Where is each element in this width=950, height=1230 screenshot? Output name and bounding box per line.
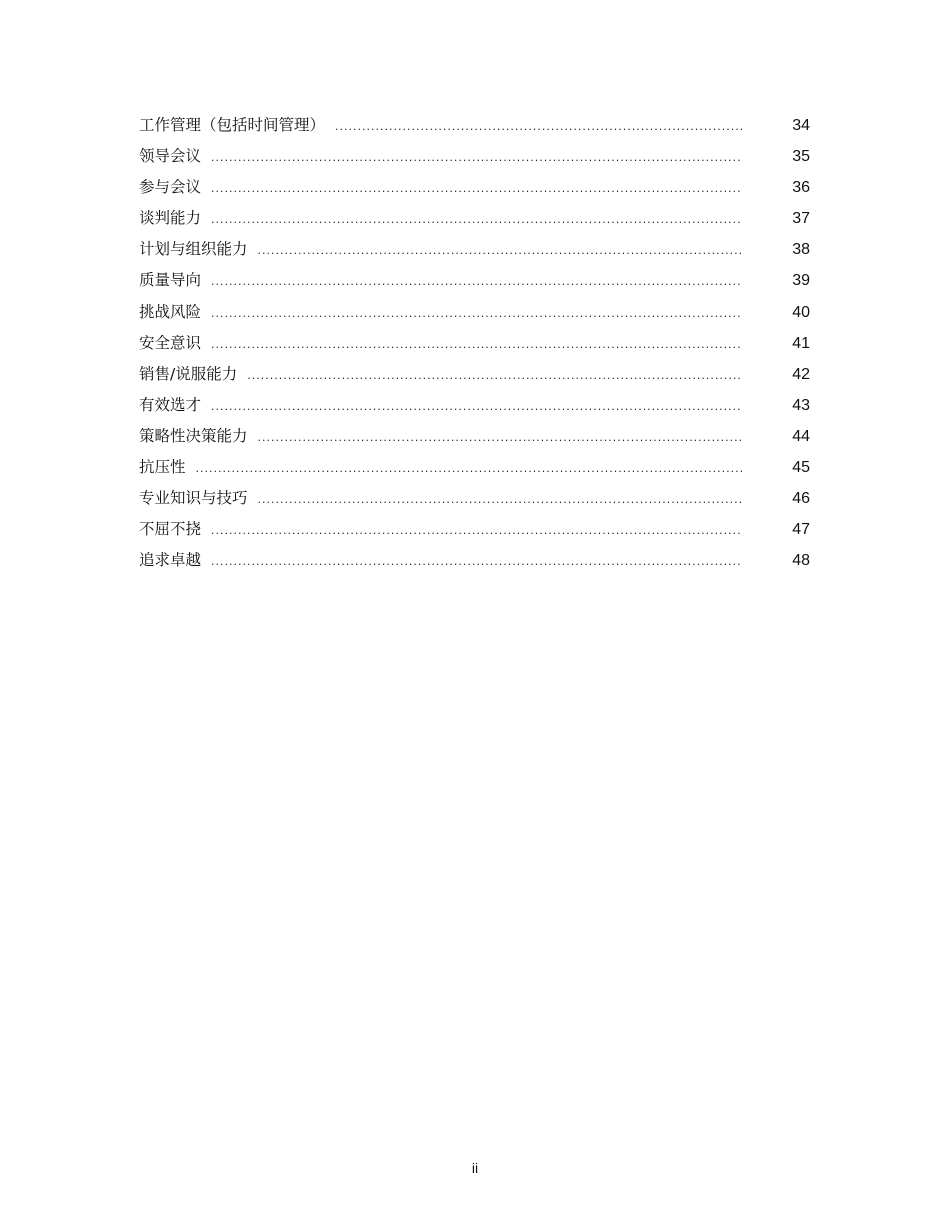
toc-entry-page: 44 <box>792 427 810 445</box>
toc-dot-leader <box>258 235 742 266</box>
toc-entry[interactable] <box>139 421 810 452</box>
toc-entry-title: 计划与组织能力 <box>139 240 248 259</box>
toc-entry-title: 销售/说服能力 <box>139 364 238 383</box>
toc-entry-title: 策略性决策能力 <box>139 426 248 445</box>
toc-entry-title: 专业知识与技巧 <box>139 489 248 508</box>
toc-entry-page: 43 <box>792 396 810 414</box>
toc-entry[interactable] <box>139 328 810 359</box>
toc-dot-leader <box>211 546 742 577</box>
toc-entry[interactable] <box>139 110 810 141</box>
toc-entry-title: 有效选才 <box>139 395 202 414</box>
toc-entry-page: 38 <box>792 241 810 259</box>
toc-entry-page: 34 <box>792 117 810 134</box>
toc-entry-page: 36 <box>792 179 810 197</box>
table-of-contents <box>139 110 810 576</box>
toc-entry-page: 48 <box>792 552 810 570</box>
toc-dot-leader <box>335 111 742 142</box>
toc-dot-leader <box>211 329 742 360</box>
toc-dot-leader <box>211 298 742 329</box>
toc-dot-leader <box>211 391 742 422</box>
toc-entry-page: 39 <box>792 272 810 290</box>
toc-entry[interactable] <box>139 545 810 576</box>
toc-entry-page: 35 <box>792 148 810 166</box>
toc-dot-leader <box>258 422 742 453</box>
toc-entry-page: 47 <box>792 521 810 539</box>
toc-entry-page: 37 <box>792 210 810 228</box>
toc-entry-page: 46 <box>792 490 810 508</box>
toc-entry-title: 工作管理（包括时间管理） <box>139 116 326 134</box>
toc-entry[interactable] <box>139 483 810 514</box>
toc-entry[interactable] <box>139 172 810 203</box>
toc-dot-leader <box>211 173 742 204</box>
toc-entry[interactable] <box>139 514 810 545</box>
toc-entry[interactable] <box>139 141 810 172</box>
toc-entry-title: 参与会议 <box>139 178 202 197</box>
page-number: ii <box>471 1160 479 1176</box>
toc-entry[interactable] <box>139 390 810 421</box>
toc-entry[interactable] <box>139 203 810 234</box>
toc-entry-title: 质量导向 <box>139 271 202 290</box>
toc-dot-leader <box>247 360 742 391</box>
toc-entry[interactable] <box>139 265 810 296</box>
toc-entry[interactable] <box>139 359 810 390</box>
toc-entry-title: 挑战风险 <box>139 302 202 321</box>
toc-dot-leader <box>196 453 742 484</box>
toc-entry-title: 抗压性 <box>139 458 186 477</box>
toc-entry-title: 不屈不挠 <box>139 520 202 539</box>
toc-entry-page: 45 <box>792 459 810 477</box>
toc-entry-title: 谈判能力 <box>139 209 202 228</box>
toc-dot-leader <box>211 266 742 297</box>
toc-entry-title: 安全意识 <box>139 333 202 352</box>
toc-dot-leader <box>258 484 742 515</box>
toc-dot-leader <box>211 204 742 235</box>
toc-entry-page: 41 <box>792 334 810 352</box>
toc-entry[interactable] <box>139 452 810 483</box>
toc-entry-page: 40 <box>792 303 810 321</box>
toc-entry-page: 42 <box>792 365 810 383</box>
toc-entry-title: 领导会议 <box>139 147 202 166</box>
toc-entry[interactable] <box>139 297 810 328</box>
toc-dot-leader <box>211 515 742 546</box>
toc-entry-title: 追求卓越 <box>139 551 202 570</box>
toc-entry[interactable] <box>139 234 810 265</box>
toc-dot-leader <box>211 142 742 173</box>
